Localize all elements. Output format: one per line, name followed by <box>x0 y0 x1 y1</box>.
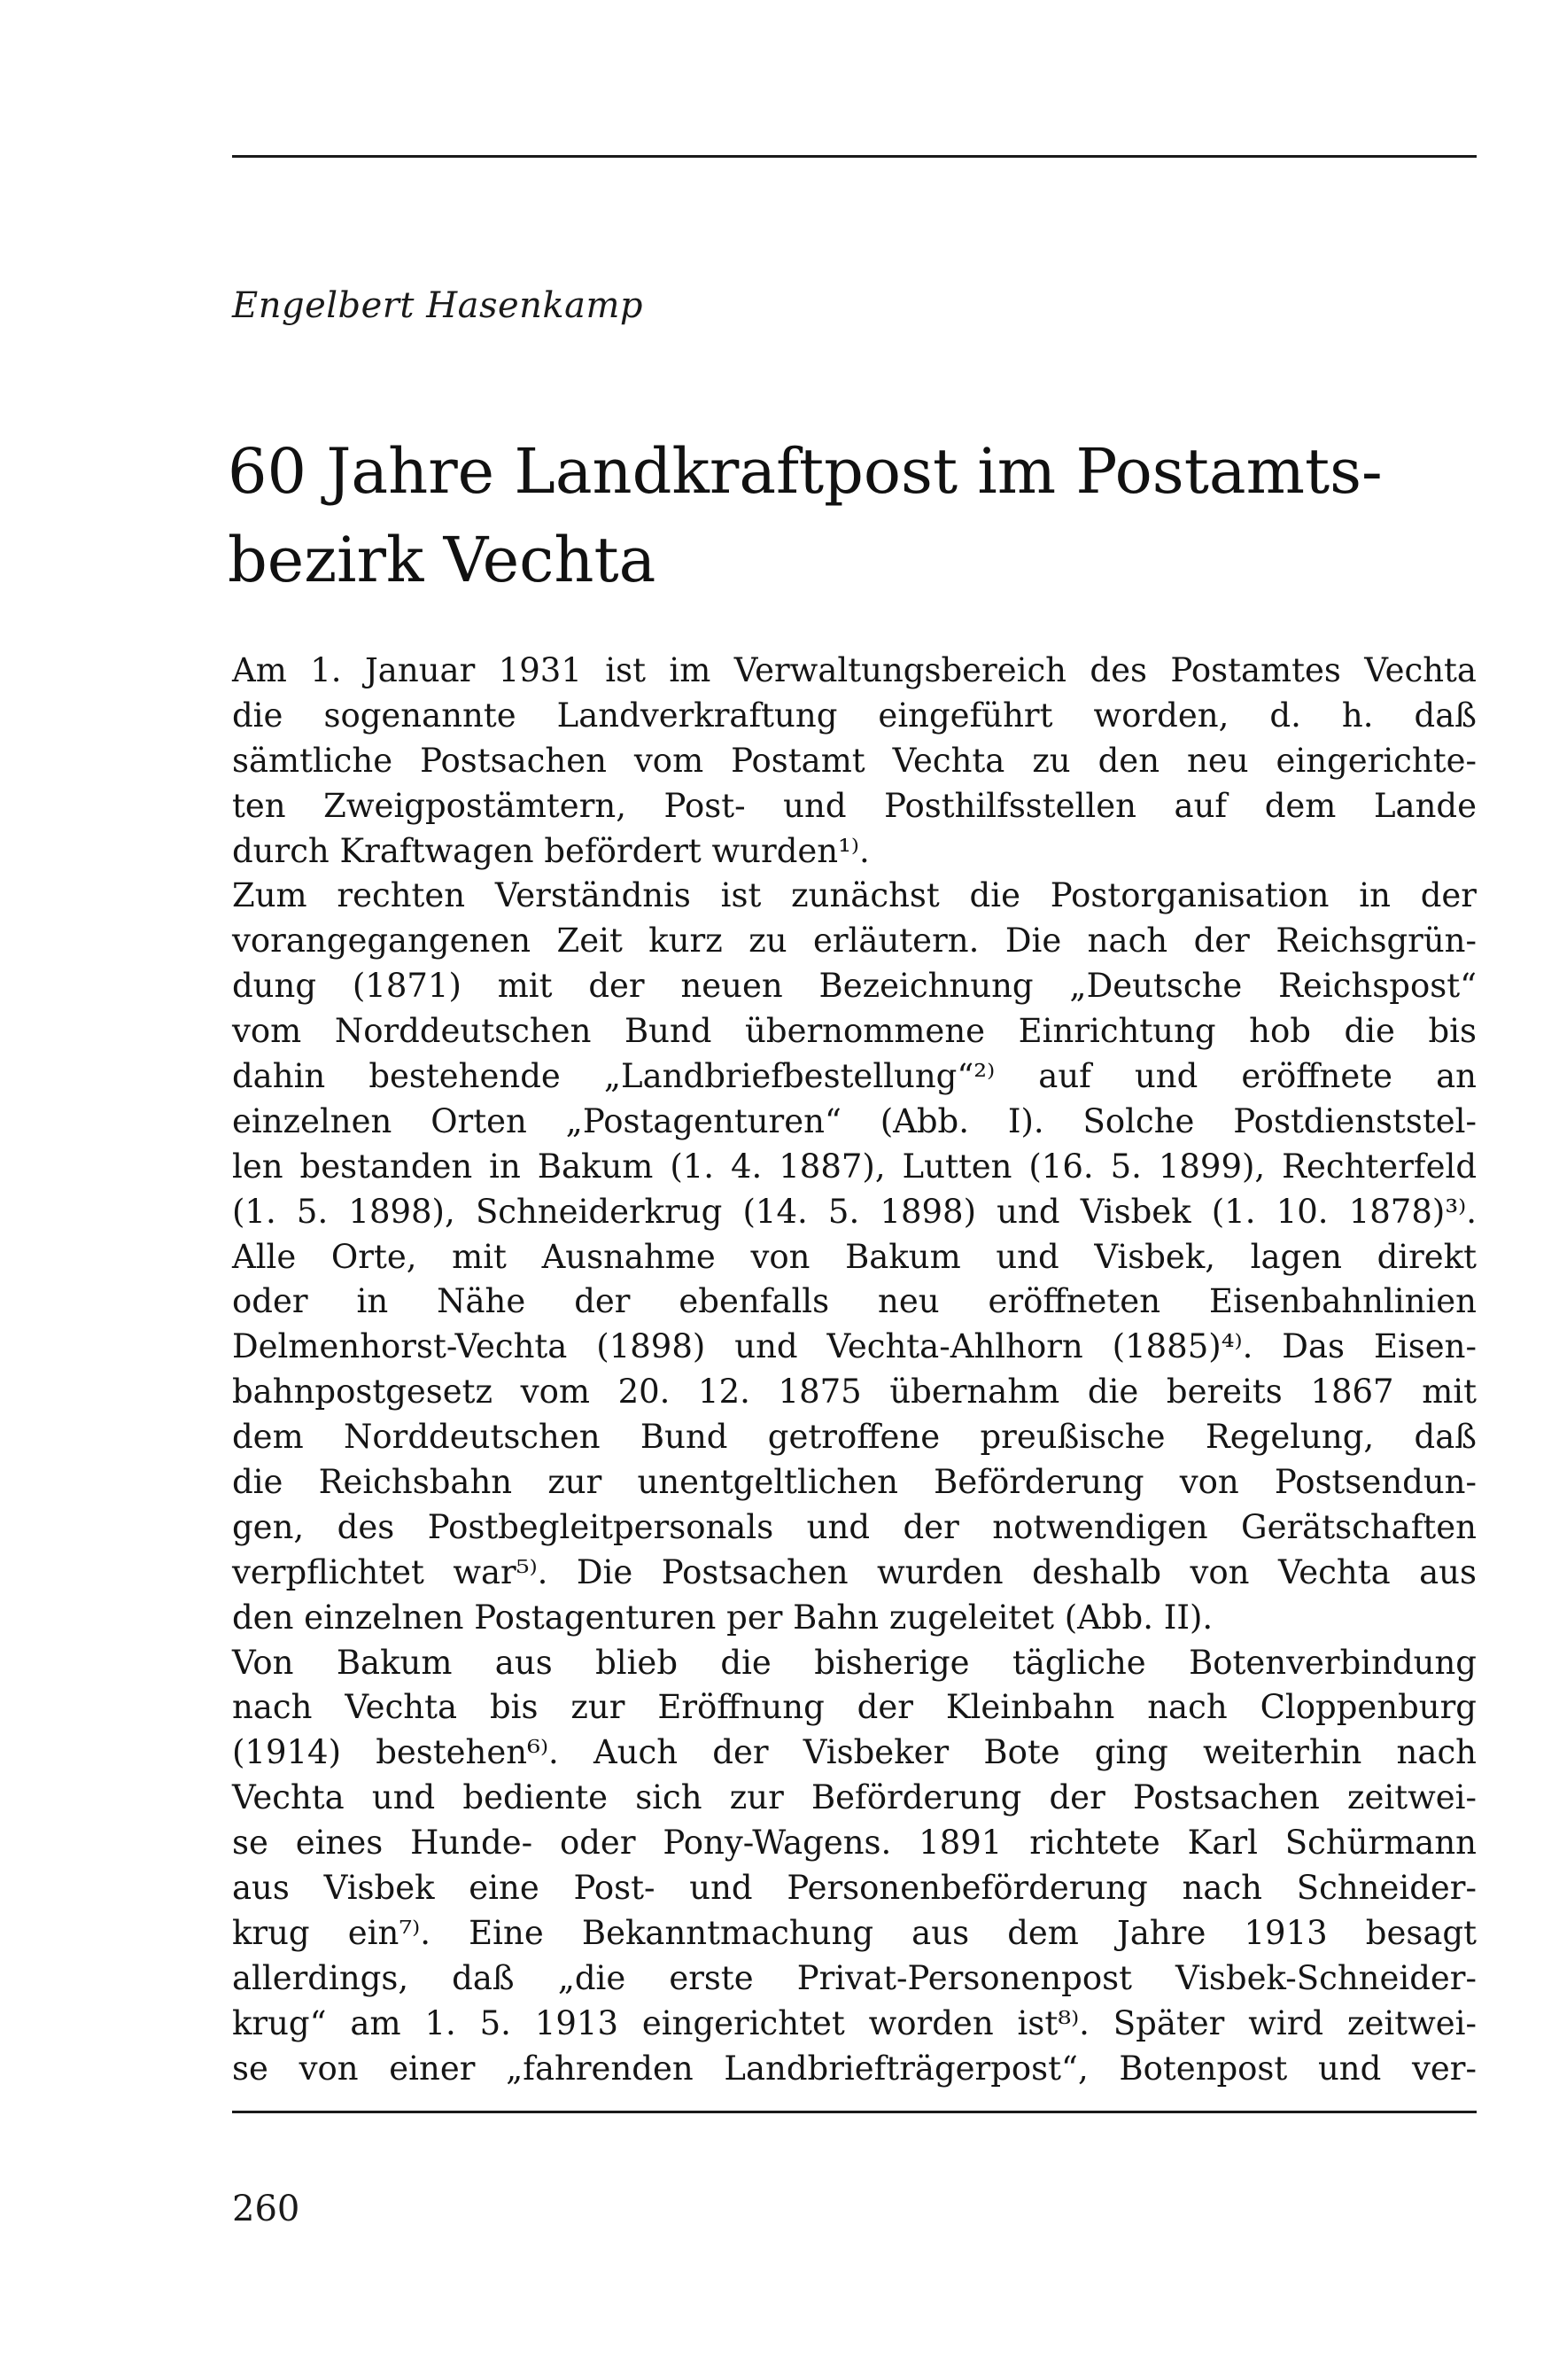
body-line: Delmenhorst-Vechta (1898) und Vechta-Ahlhorn (1885)⁴⁾. Das Eisen- <box>232 1327 1477 1366</box>
title-line: 60 Jahre Landkraftpost im Postamts- <box>228 435 1383 508</box>
article-body <box>232 649 1477 2092</box>
body-line: einzelnen Orten „Postagenturen“ (Abb. I). Solche Postdienststel- <box>232 1101 1477 1140</box>
body-line: len bestanden in Bakum (1. 4. 1887), Lutten (16. 5. 1899), Rechterfeld <box>232 1147 1477 1186</box>
body-line: verpflichtet war⁵⁾. Die Postsachen wurden deshalb von Vechta aus <box>232 1552 1477 1591</box>
body-line: Von Bakum aus blieb die bisherige tägliche Botenverbindung <box>232 1643 1477 1682</box>
body-line: durch Kraftwagen befördert wurden¹⁾. <box>232 831 870 870</box>
body-line: dung (1871) mit der neuen Bezeichnung „Deutsche Reichspost“ <box>232 967 1477 1006</box>
bottom-rule <box>232 2111 1477 2113</box>
author-name: Engelbert Hasenkamp <box>232 285 644 326</box>
body-line: Am 1. Januar 1931 ist im Verwaltungsbereich des Postamtes Vechta <box>232 651 1477 689</box>
body-line: die Reichsbahn zur unentgeltlichen Beförderung von Postsendun- <box>232 1463 1477 1502</box>
body-line: dahin bestehende „Landbriefbestellung“²⁾ auf und eröffnete an <box>232 1057 1477 1096</box>
body-line: aus Visbek eine Post- und Personenbeförderung nach Schneider- <box>232 1869 1477 1908</box>
body-line: ten Zweigpostämtern, Post- und Posthilfsstellen auf dem Lande <box>232 786 1477 825</box>
body-line: (1914) bestehen⁶⁾. Auch der Visbeker Bote ging weiterhin nach <box>232 1733 1477 1772</box>
body-line: Zum rechten Verständnis ist zunächst die Postorganisation in der <box>232 876 1477 915</box>
body-line: den einzelnen Postagenturen per Bahn zugeleitet (Abb. II). <box>232 1598 1214 1637</box>
body-line: Vechta und bediente sich zur Beförderung der Postsachen zeitwei- <box>232 1778 1477 1817</box>
body-line: oder in Nähe der ebenfalls neu eröffneten Eisenbahnlinien <box>232 1282 1477 1321</box>
body-line: gen, des Postbegleitpersonals und der notwendigen Gerätschaften <box>232 1507 1477 1546</box>
body-line: allerdings, daß „die erste Privat-Personenpost Visbek-Schneider- <box>232 1958 1477 1997</box>
body-line: vorangegangenen Zeit kurz zu erläutern. Die nach der Reichsgrün- <box>232 922 1477 961</box>
article-title <box>228 427 1485 604</box>
body-line: krug“ am 1. 5. 1913 eingerichtet worden ist⁸⁾. Später wird zeitwei- <box>232 2003 1477 2042</box>
body-line: die sogenannte Landverkraftung eingeführt worden, d. h. daß <box>232 696 1477 735</box>
body-line: (1. 5. 1898), Schneiderkrug (14. 5. 1898) und Visbek (1. 10. 1878)³⁾. <box>232 1192 1477 1231</box>
body-line: sämtliche Postsachen vom Postamt Vechta zu den neu eingerichte- <box>232 741 1477 780</box>
body-line: bahnpostgesetz vom 20. 12. 1875 übernahm die bereits 1867 mit <box>232 1373 1477 1412</box>
body-line: Alle Orte, mit Ausnahme von Bakum und Visbek, lagen direkt <box>232 1237 1477 1276</box>
body-line: krug ein⁷⁾. Eine Bekanntmachung aus dem Jahre 1913 besagt <box>232 1913 1477 1952</box>
top-rule <box>232 155 1477 158</box>
body-line: dem Norddeutschen Bund getroffene preußische Regelung, daß <box>232 1418 1477 1457</box>
body-line: nach Vechta bis zur Eröffnung der Kleinbahn nach Cloppenburg <box>232 1688 1477 1727</box>
body-line: se von einer „fahrenden Landbriefträgerpost“, Botenpost und ver- <box>232 2049 1477 2088</box>
title-line: bezirk Vechta <box>228 524 656 596</box>
body-line: vom Norddeutschen Bund übernommene Einrichtung hob die bis <box>232 1012 1477 1051</box>
page-number: 260 <box>232 2189 300 2229</box>
body-line: se eines Hunde- oder Pony-Wagens. 1891 richtete Karl Schürmann <box>232 1824 1477 1863</box>
